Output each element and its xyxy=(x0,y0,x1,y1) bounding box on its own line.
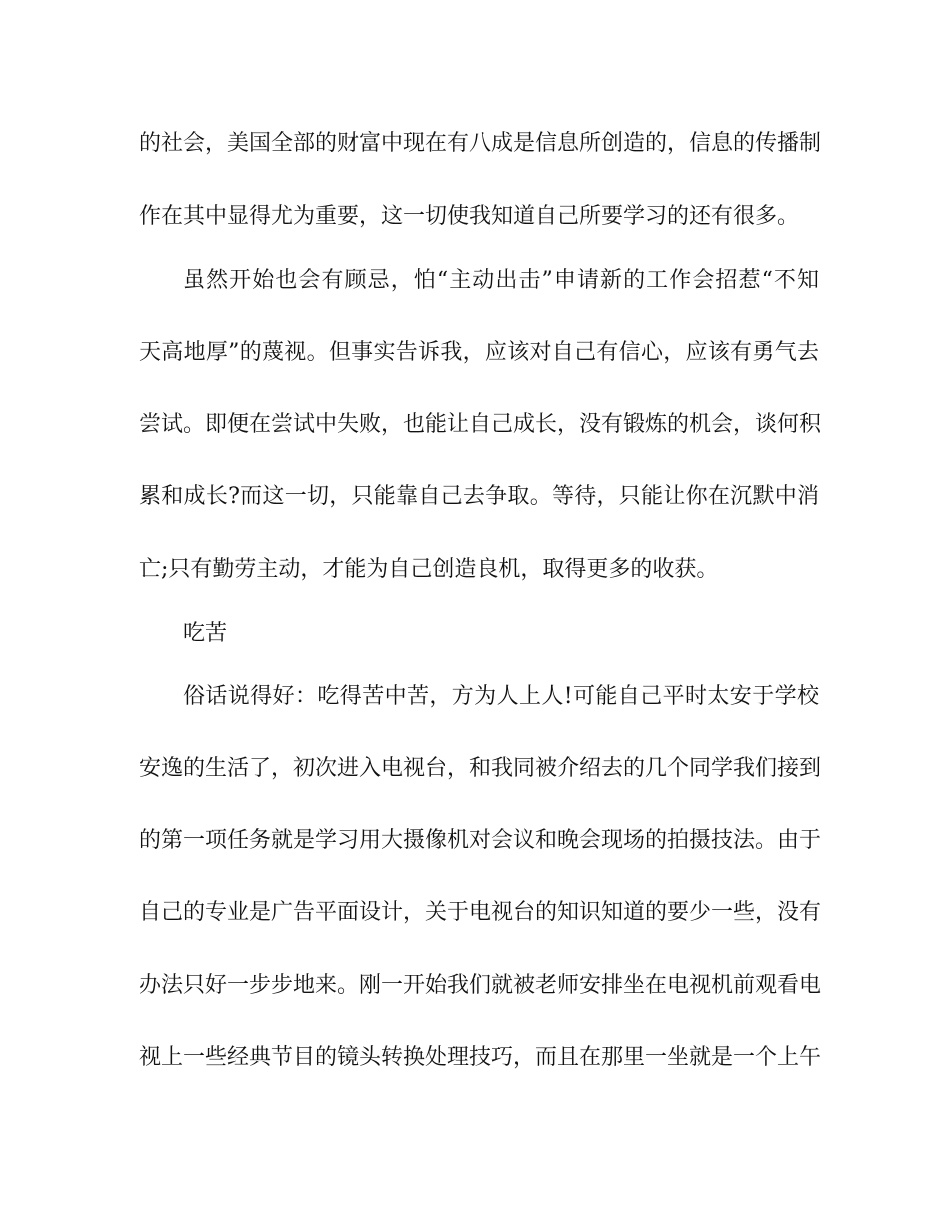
text-line: 累和成长?而这一切，只能靠自己去争取。等待，只能让你在沉默中消 xyxy=(139,484,819,509)
text-line: 作在其中显得尤为重要，这一切使我知道自己所要学习的还有很多。 xyxy=(139,204,800,229)
text-line: 安逸的生活了，初次进入电视台，和我同被介绍去的几个同学我们接到 xyxy=(139,756,822,781)
text-line: 的第一项任务就是学习用大摄像机对会议和晚会现场的拍摄技法。由于 xyxy=(139,828,822,853)
text-line: 自己的专业是广告平面设计，关于电视台的知识知道的要少一些，没有 xyxy=(139,900,822,925)
text-line: 办法只好一步步地来。刚一开始我们就被老师安排坐在电视机前观看电 xyxy=(139,973,822,998)
text-line: 亡;只有勤劳主动，才能为自己创造良机，取得更多的收获。 xyxy=(139,557,719,582)
text-line: 俗话说得好：吃得苦中苦，方为人上人!可能自己平时太安于学校 xyxy=(183,684,819,709)
section-heading: 吃苦 xyxy=(183,621,228,646)
text-line: 的社会，美国全部的财富中现在有八成是信息所创造的，信息的传播制 xyxy=(139,131,822,156)
text-line: 视上一些经典节目的镜头转换处理技巧，而且在那里一坐就是一个上午 xyxy=(139,1045,822,1070)
text-line: 天高地厚”的蔑视。但事实告诉我，应该对自己有信心，应该有勇气去 xyxy=(139,340,819,365)
text-line: 虽然开始也会有顾忌，怕“主动出击”申请新的工作会招惹“不知 xyxy=(183,268,819,293)
text-line: 尝试。即便在尝试中失败，也能让自己成长，没有锻炼的机会，谈何积 xyxy=(139,412,822,437)
